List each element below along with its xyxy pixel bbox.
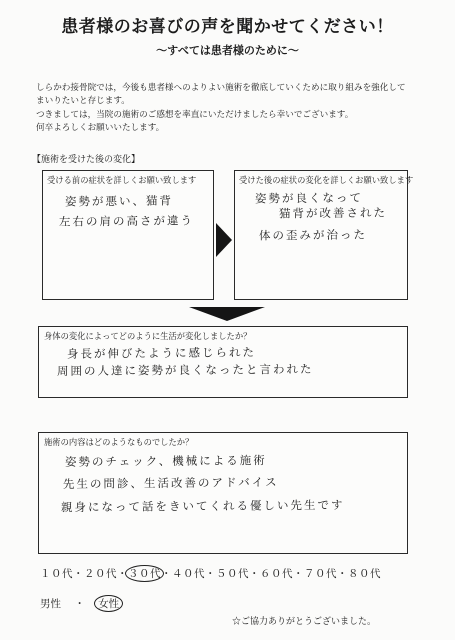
age-option[interactable]: ７０代 bbox=[304, 568, 337, 580]
before-symptoms-box[interactable] bbox=[42, 170, 214, 300]
intro-line: しらかわ接骨院では，今後も患者様へのよりよい施術を徹底していくために取り組みを強化して bbox=[36, 83, 406, 93]
before-answer: 左右の肩の高さが違う bbox=[58, 213, 195, 229]
age-option[interactable]: ６０代 bbox=[260, 568, 293, 580]
treatment-answer: 親身になって話をきいてくれる優しい先生です bbox=[60, 497, 345, 515]
gender-separator: ・ bbox=[74, 598, 85, 610]
after-answer: 猫背が改善された bbox=[278, 205, 388, 221]
after-symptoms-box[interactable] bbox=[234, 170, 414, 300]
gender-options bbox=[40, 596, 119, 611]
after-answer: 体の歪みが治った bbox=[258, 227, 368, 243]
gender-option-female-selected[interactable]: 女性 bbox=[94, 595, 123, 612]
intro-line: まいりたいと存じます。 bbox=[36, 96, 130, 107]
before-answer: 姿勢が悪い、猫背 bbox=[64, 193, 174, 209]
page-title: 患者様のお喜びの声を聞かせてください！ bbox=[61, 17, 394, 37]
age-option[interactable]: ４０代 bbox=[172, 568, 205, 580]
age-separator: ・ bbox=[293, 568, 304, 580]
page-subtitle: ～すべては患者様のために～ bbox=[156, 44, 299, 57]
section-label: 【施術を受けた後の変化】 bbox=[32, 155, 141, 165]
age-option-selected[interactable]: ３０代 bbox=[125, 565, 164, 582]
age-option[interactable]: １０代 bbox=[40, 568, 73, 580]
age-separator: ・ bbox=[73, 568, 84, 580]
treatment-content-box[interactable] bbox=[38, 432, 408, 554]
before-symptoms-label: 受ける前の症状を詳しくお願い致します bbox=[47, 175, 197, 185]
treatment-answer: 先生の問診、生活改善のアドバイス bbox=[62, 475, 279, 491]
life-change-label: 身体の変化によってどのように生活が変化しましたか？ bbox=[44, 331, 252, 341]
age-option[interactable]: ８０代 bbox=[348, 568, 381, 580]
after-symptoms-label: 受けた後の症状の変化を詳しくお願い致します bbox=[239, 175, 414, 185]
gender-option-male[interactable]: 男性 bbox=[40, 598, 61, 610]
age-separator: ・ bbox=[337, 568, 348, 580]
treatment-answer: 姿勢のチェック、機械による施術 bbox=[64, 453, 267, 469]
right-arrow-icon bbox=[215, 222, 233, 258]
thanks-message: ☆ご協力ありがとうございました。 bbox=[232, 617, 377, 627]
age-separator: ・ bbox=[161, 568, 172, 580]
down-arrow-icon bbox=[188, 306, 266, 322]
age-separator: ・ bbox=[117, 568, 128, 580]
treatment-content-label: 施術の内容はどのようなものでしたか？ bbox=[44, 437, 194, 447]
age-separator: ・ bbox=[249, 568, 260, 580]
intro-text bbox=[36, 82, 426, 136]
age-option[interactable]: ５０代 bbox=[216, 568, 249, 580]
intro-line: つきましては，当院の施術のご感想を率直にいただけましたら幸いでございます。 bbox=[36, 109, 354, 120]
life-change-box[interactable] bbox=[38, 326, 408, 398]
age-separator: ・ bbox=[205, 568, 216, 580]
age-options bbox=[40, 566, 381, 581]
life-answer: 身長が伸びたように感じられた bbox=[66, 345, 257, 361]
life-answer: 周囲の人達に姿勢が良くなったと言われた bbox=[56, 361, 314, 379]
age-option[interactable]: ２０代 bbox=[84, 568, 117, 580]
intro-line: 何卒よろしくお願いいたします。 bbox=[36, 123, 165, 134]
after-answer: 姿勢が良くなって bbox=[254, 190, 364, 206]
